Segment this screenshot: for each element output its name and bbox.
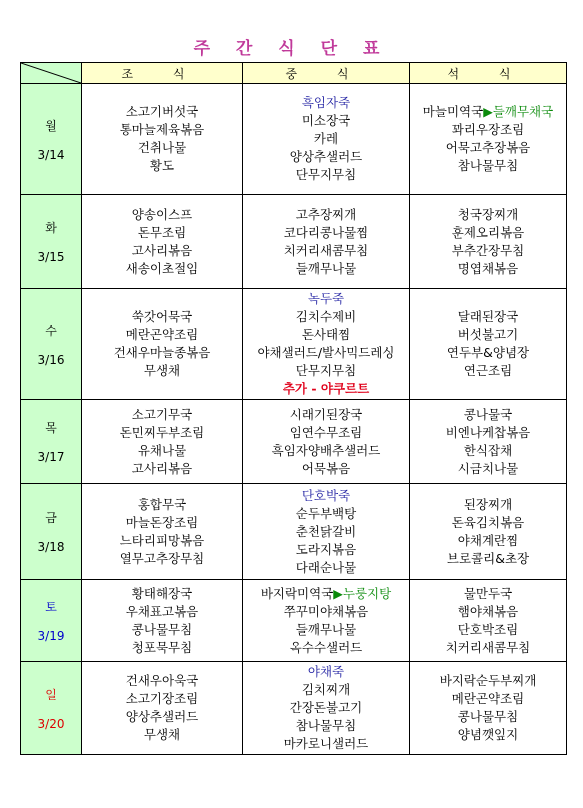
menu-item: 마늘돈장조림 — [125, 514, 199, 530]
menu-item: 브로콜리&초장 — [446, 550, 530, 566]
menu-item: 햄야채볶음 — [457, 603, 519, 619]
day-date: 3/19 — [37, 629, 65, 643]
menu-item: 건새우아욱국 — [125, 673, 199, 688]
menu-item: 쑥갓어묵국 — [131, 309, 193, 324]
menu-item: 연근조림 — [463, 363, 513, 378]
day-row-wed — [21, 289, 567, 400]
menu-item: 참나물무침 — [295, 718, 357, 733]
day-cell — [21, 662, 82, 755]
dinner-cell — [410, 580, 567, 662]
menu-item: 유채나물 — [137, 442, 187, 458]
lunch-cell — [243, 195, 410, 289]
menu-item: 마카로니샐러드 — [283, 736, 369, 751]
menu-item: 야채계란찜 — [457, 532, 519, 548]
dinner-cell — [410, 484, 567, 580]
menu-item: 고추장찌개 — [295, 206, 357, 222]
menu-item: 달래된장국 — [457, 309, 519, 324]
day-row-mon — [21, 84, 567, 195]
dinner-cell — [410, 662, 567, 755]
menu-item: 우채표고볶음 — [125, 603, 199, 619]
menu-item: 고사리볶음 — [131, 242, 193, 258]
day-cell — [21, 400, 82, 484]
alt-item-original: 바지락미역국 — [260, 585, 334, 601]
menu-item: 고사리볶음 — [131, 460, 193, 476]
menu-item: 치커리새콤무침 — [283, 242, 369, 258]
menu-item: 소고기장조림 — [125, 691, 199, 706]
day-row-sat — [21, 580, 567, 662]
menu-item: 꽈리우장조림 — [451, 122, 525, 137]
lunch-cell — [243, 289, 410, 400]
menu-item: 명엽채볶음 — [457, 260, 519, 276]
menu-item: 단호박조림 — [457, 621, 519, 637]
day-cell — [21, 195, 82, 289]
menu-item: 단무지무침 — [295, 363, 357, 378]
breakfast-cell — [82, 662, 243, 755]
menu-item: 콩나물무침 — [131, 621, 193, 637]
day-cell — [21, 289, 82, 400]
dinner-cell — [410, 84, 567, 195]
menu-item-porridge: 녹두죽 — [307, 291, 345, 306]
menu-item: 돈민찌두부조림 — [119, 424, 205, 440]
menu-item: 연두부&양념장 — [446, 345, 530, 360]
day-name: 화 — [45, 221, 57, 235]
menu-item-alt — [243, 585, 409, 603]
menu-item: 청포묵무침 — [131, 639, 193, 655]
header-lunch: 중 식 — [243, 63, 410, 84]
day-date: 3/17 — [37, 450, 65, 464]
menu-item: 된장찌개 — [463, 496, 513, 512]
breakfast-cell — [82, 484, 243, 580]
menu-item: 돈무조림 — [137, 224, 187, 240]
menu-item: 부추간장무침 — [451, 242, 525, 258]
day-name: 금 — [45, 511, 57, 525]
menu-item: 건새우마늘종볶음 — [113, 345, 211, 360]
day-cell — [21, 84, 82, 195]
menu-item: 소고기버섯국 — [125, 104, 199, 119]
menu-item: 느타리피망볶음 — [119, 532, 205, 548]
header-row — [21, 63, 567, 84]
menu-item-porridge: 야채죽 — [307, 664, 345, 679]
lunch-cell — [243, 400, 410, 484]
day-date: 3/20 — [37, 716, 65, 731]
menu-item: 메란곤약조림 — [451, 691, 525, 706]
day-name: 토 — [45, 600, 57, 614]
menu-item: 간장돈불고기 — [289, 700, 363, 715]
menu-item: 버섯불고기 — [457, 327, 519, 342]
day-row-thu — [21, 400, 567, 484]
menu-item: 양송이스프 — [131, 206, 193, 222]
menu-item: 시금치나물 — [457, 460, 519, 476]
menu-item: 돈육김치볶음 — [451, 514, 525, 530]
menu-item: 황태해장국 — [131, 585, 193, 601]
menu-item: 무생채 — [143, 727, 181, 742]
menu-item: 미소장국 — [301, 113, 351, 128]
weekly-menu-table — [20, 62, 567, 755]
menu-item: 물만두국 — [463, 585, 513, 601]
menu-item: 임연수무조림 — [289, 424, 363, 440]
menu-item: 야채샐러드/발사믹드레싱 — [257, 345, 395, 360]
lunch-cell — [243, 484, 410, 580]
day-row-tue — [21, 195, 567, 289]
menu-item: 메란곤약조림 — [125, 327, 199, 342]
day-row-sun — [21, 662, 567, 755]
menu-item: 도라지볶음 — [295, 541, 357, 557]
day-name: 목 — [45, 421, 57, 435]
menu-item: 단무지무침 — [295, 167, 357, 182]
menu-item: 어묵볶음 — [301, 460, 351, 476]
alt-item-original: 마늘미역국 — [422, 104, 484, 119]
breakfast-cell — [82, 580, 243, 662]
menu-item: 새송이초절임 — [125, 260, 199, 276]
corner-cell — [21, 63, 82, 84]
menu-item: 돈사태찜 — [301, 327, 351, 342]
menu-item: 김치찌개 — [301, 682, 351, 697]
day-cell — [21, 580, 82, 662]
menu-item: 코다리콩나물찜 — [283, 224, 369, 240]
menu-item: 무생채 — [143, 363, 181, 378]
menu-item: 바지락순두부찌개 — [439, 673, 537, 688]
day-date: 3/18 — [37, 540, 65, 554]
menu-item: 열무고추장무침 — [119, 550, 205, 566]
dinner-cell — [410, 195, 567, 289]
header-dinner: 석 식 — [410, 63, 567, 84]
day-name: 수 — [45, 323, 57, 338]
menu-item: 시래기된장국 — [289, 406, 363, 422]
lunch-cell — [243, 580, 410, 662]
menu-item: 양상추샐러드 — [125, 709, 199, 724]
menu-item: 어묵고추장볶음 — [445, 140, 531, 155]
page-title: 주 간 식 단 표 — [193, 39, 390, 59]
day-cell — [21, 484, 82, 580]
menu-item: 카레 — [313, 131, 339, 146]
day-date: 3/16 — [37, 352, 65, 367]
menu-item: 춘천닭갈비 — [295, 523, 357, 539]
menu-item: 콩나물국 — [463, 406, 513, 422]
menu-item: 황도 — [149, 158, 175, 173]
menu-item: 한식잡채 — [463, 442, 513, 458]
menu-item-alt — [410, 103, 566, 121]
menu-item: 치커리새콤무침 — [445, 639, 531, 655]
alt-item-replacement: ▶누룽지탕 — [333, 585, 392, 601]
menu-item: 비엔나케찹볶음 — [445, 424, 531, 440]
breakfast-cell — [82, 84, 243, 195]
lunch-cell — [243, 662, 410, 755]
menu-item: 양념깻잎지 — [457, 727, 519, 742]
day-date: 3/15 — [37, 250, 65, 264]
day-name: 월 — [45, 118, 57, 133]
menu-item: 소고기무국 — [131, 406, 193, 422]
menu-item-porridge: 흑임자죽 — [301, 95, 351, 110]
header-breakfast: 조 식 — [82, 63, 243, 84]
menu-item: 참나물무침 — [457, 158, 519, 173]
day-date: 3/14 — [37, 147, 65, 162]
menu-item: 들깨무나물 — [295, 621, 357, 637]
lunch-cell — [243, 84, 410, 195]
menu-item-extra: 추가 - 야쿠르트 — [282, 381, 370, 396]
diagonal-line-icon — [21, 63, 81, 83]
menu-item: 청국장찌개 — [457, 206, 519, 222]
day-row-fri — [21, 484, 567, 580]
menu-item: 통마늘제육볶음 — [119, 122, 205, 137]
menu-item: 순두부백탕 — [295, 505, 357, 521]
menu-item-porridge: 단호박죽 — [301, 487, 351, 503]
menu-item: 양상추샐러드 — [289, 149, 363, 164]
menu-item: 쭈꾸미야채볶음 — [283, 603, 369, 619]
menu-item: 건취나물 — [137, 140, 187, 155]
alt-item-replacement: ▶들깨무채국 — [483, 104, 554, 119]
breakfast-cell — [82, 289, 243, 400]
menu-item: 콩나물무침 — [457, 709, 519, 724]
menu-item: 들깨무나물 — [295, 260, 357, 276]
menu-item: 김치수제비 — [295, 309, 357, 324]
menu-item: 흑임자양배추샐러드 — [271, 442, 381, 458]
breakfast-cell — [82, 400, 243, 484]
day-name: 일 — [45, 687, 57, 702]
dinner-cell — [410, 400, 567, 484]
menu-item: 홍합무국 — [137, 496, 187, 512]
menu-item: 훈제오리볶음 — [451, 224, 525, 240]
menu-item: 옥수수샐러드 — [289, 639, 363, 655]
menu-item: 다래순나물 — [295, 559, 357, 575]
breakfast-cell — [82, 195, 243, 289]
dinner-cell — [410, 289, 567, 400]
